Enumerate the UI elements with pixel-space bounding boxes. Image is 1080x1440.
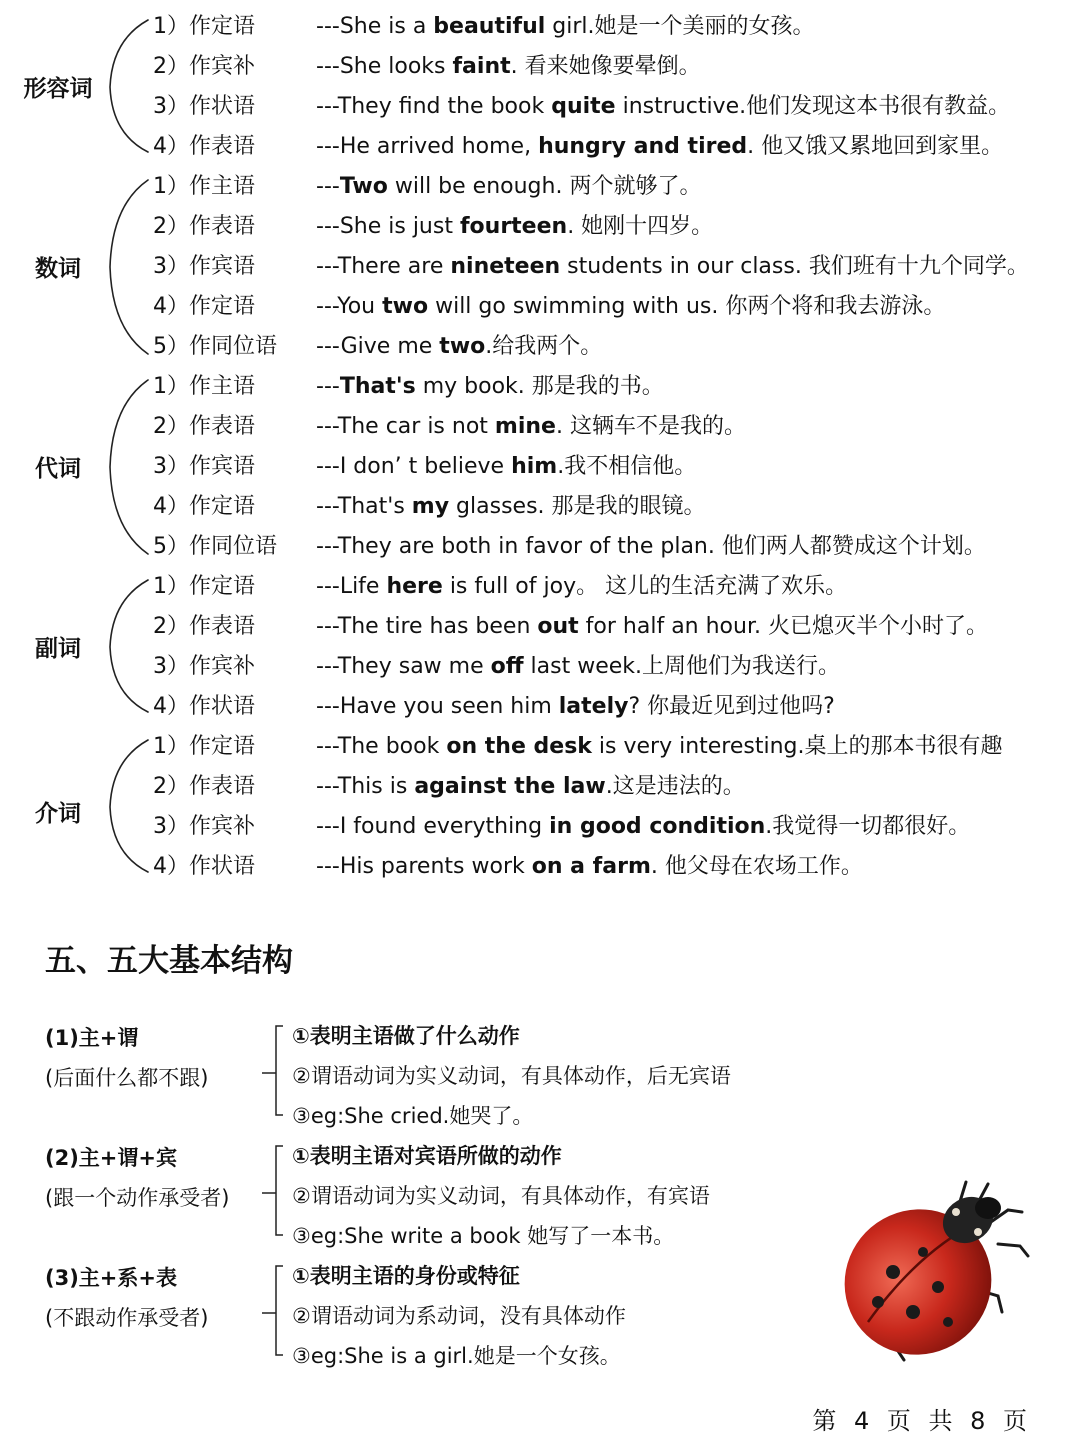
sentence-text: .我不相信他。 (557, 454, 697, 479)
role-label: 3）作宾补 (153, 654, 255, 679)
sentence-text: ---I don’ t believe (316, 454, 512, 479)
group-label: 介词 (35, 801, 81, 827)
emphasized-word: That's (339, 374, 416, 399)
sentence-text: . 她刚十四岁。 (567, 214, 714, 239)
emphasized-word: two (382, 294, 429, 319)
sentence-text: ---You (316, 294, 383, 319)
sentence-text: ---I found everything (316, 814, 550, 839)
sentence-text: ---He arrived home, (316, 134, 539, 159)
role-label: 4）作定语 (153, 294, 255, 319)
structure-point: ③eg:She write a book 她写了一本书。 (292, 1224, 675, 1248)
structure-title: (3)主+系+表 (45, 1266, 177, 1290)
emphasized-word: nineteen (450, 254, 561, 279)
sentence-text: last week.上周他们为我送行。 (523, 654, 841, 679)
sentence-text: ---She is a (316, 14, 434, 39)
sentence-text: ---The book (316, 734, 447, 759)
role-label: 3）作宾补 (153, 814, 255, 839)
example-sentence (316, 247, 1029, 287)
structure-point: ③eg:She is a girl.她是一个女孩。 (292, 1344, 621, 1368)
group-label: 形容词 (23, 76, 93, 102)
structure-point: ②谓语动词为系动词，没有具体动作 (292, 1304, 626, 1328)
example-sentence (316, 727, 1003, 767)
example-sentence (316, 127, 1003, 167)
sentence-text: ---The car is not (316, 414, 495, 439)
emphasized-word: him (511, 454, 558, 479)
sentence-text: . 这辆车不是我的。 (555, 414, 746, 439)
sentence-text: ---They find the book (316, 94, 552, 119)
sentence-text: --- (316, 174, 340, 199)
role-label: 1）作主语 (153, 174, 255, 199)
role-label: 4）作状语 (153, 854, 255, 879)
structure-point: ③eg:She cried.她哭了。 (292, 1104, 534, 1128)
emphasized-word: faint (452, 54, 511, 79)
example-sentence (316, 7, 815, 47)
sentence-text: .给我两个。 (485, 334, 603, 359)
structure-point: ①表明主语做了什么动作 (292, 1024, 520, 1048)
emphasized-word: out (537, 614, 579, 639)
emphasized-word: beautiful (433, 14, 546, 39)
sentence-text: --- (316, 374, 340, 399)
sentence-text: ---Have you seen him (316, 694, 559, 719)
example-sentence (316, 487, 706, 527)
structure-title: (2)主+谓+宾 (45, 1146, 177, 1170)
role-label: 2）作表语 (153, 414, 255, 439)
example-sentence (316, 167, 701, 207)
group-label: 副词 (35, 636, 81, 662)
sentence-text: glasses. 那是我的眼镜。 (449, 494, 706, 519)
example-sentence (316, 407, 746, 447)
sentence-text: my book. 那是我的书。 (415, 374, 664, 399)
sentence-text: instructive.他们发现这本书很有教益。 (615, 94, 1011, 119)
role-label: 4）作状语 (153, 694, 255, 719)
role-label: 4）作定语 (153, 494, 255, 519)
sentence-text: ---They are both in favor of the plan. 他们两人都赞成这个计划。 (316, 534, 986, 559)
sentence-text: for half an hour. 火已熄灭半个小时了。 (578, 614, 988, 639)
emphasized-word: my (411, 494, 450, 519)
example-sentence (316, 767, 745, 807)
role-label: 3）作宾语 (153, 254, 255, 279)
role-label: 1）作定语 (153, 14, 255, 39)
role-label: 5）作同位语 (153, 534, 277, 559)
sentence-text: ---This is (316, 774, 415, 799)
example-sentence (316, 807, 970, 847)
example-sentence (316, 447, 696, 487)
structure-point: ②谓语动词为实义动词，有具体动作，后无宾语 (292, 1064, 731, 1088)
emphasized-word: fourteen (459, 214, 568, 239)
example-sentence (316, 87, 1010, 127)
structure-point: ②谓语动词为实义动词，有具体动作，有宾语 (292, 1184, 710, 1208)
sentence-text: . 看来她像要晕倒。 (510, 54, 701, 79)
role-label: 2）作表语 (153, 774, 255, 799)
emphasized-word: on the desk (446, 734, 592, 759)
structure-point: ①表明主语对宾语所做的动作 (292, 1144, 562, 1168)
example-sentence (316, 327, 602, 367)
role-label: 1）作主语 (153, 374, 255, 399)
structure-point: ①表明主语的身份或特征 (292, 1264, 520, 1288)
sentence-text: .我觉得一切都很好。 (765, 814, 971, 839)
sentence-text: will go swimming with us. 你两个将和我去游泳。 (428, 294, 946, 319)
example-sentence (316, 647, 840, 687)
sentence-text: ---Life (316, 574, 387, 599)
emphasized-word: mine (494, 414, 556, 439)
role-label: 2）作表语 (153, 614, 255, 639)
role-label: 2）作宾补 (153, 54, 255, 79)
example-sentence (316, 607, 988, 647)
emphasized-word: against the law (414, 774, 606, 799)
section-title: 五、五大基本结构 (45, 943, 293, 979)
role-label: 3）作宾语 (153, 454, 255, 479)
structure-subtitle: (后面什么都不跟) (45, 1066, 209, 1090)
example-sentence (316, 687, 835, 727)
page-number: 第 4 页 共 8 页 (812, 1407, 1032, 1435)
sentence-text: is full of joy。 这儿的生活充满了欢乐。 (442, 574, 848, 599)
emphasized-word: off (490, 654, 524, 679)
sentence-text: girl.她是一个美丽的女孩。 (545, 14, 815, 39)
example-sentence (316, 47, 701, 87)
group-label: 代词 (35, 456, 81, 482)
ladybug-icon (838, 1172, 1038, 1372)
sentence-text: will be enough. 两个就够了。 (387, 174, 702, 199)
structure-title: (1)主+谓 (45, 1026, 139, 1050)
emphasized-word: on a farm (531, 854, 651, 879)
emphasized-word: hungry and tired (538, 134, 748, 159)
example-sentence (316, 287, 945, 327)
sentence-text: ---Give me (316, 334, 440, 359)
emphasized-word: in good condition (549, 814, 766, 839)
sentence-text: .这是违法的。 (605, 774, 745, 799)
example-sentence (316, 847, 863, 887)
role-label: 1）作定语 (153, 574, 255, 599)
role-label: 1）作定语 (153, 734, 255, 759)
emphasized-word: quite (551, 94, 616, 119)
example-sentence (316, 367, 664, 407)
sentence-text: . 他又饿又累地回到家里。 (747, 134, 1004, 159)
sentence-text: students in our class. 我们班有十九个同学。 (560, 254, 1029, 279)
example-sentence (316, 207, 713, 247)
sentence-text: ? 你最近见到过他吗? (628, 694, 835, 719)
role-label: 2）作表语 (153, 214, 255, 239)
emphasized-word: lately (558, 694, 629, 719)
emphasized-word: Two (339, 174, 388, 199)
sentence-text: ---There are (316, 254, 451, 279)
role-label: 5）作同位语 (153, 334, 277, 359)
sentence-text: . 他父母在农场工作。 (650, 854, 863, 879)
example-sentence (316, 567, 847, 607)
sentence-text: ---They saw me (316, 654, 491, 679)
role-label: 4）作表语 (153, 134, 255, 159)
sentence-text: ---His parents work (316, 854, 532, 879)
example-sentence (316, 527, 986, 567)
sentence-text: ---She is just (316, 214, 460, 239)
group-label: 数词 (35, 256, 81, 282)
emphasized-word: two (439, 334, 486, 359)
emphasized-word: here (386, 574, 443, 599)
sentence-text: is very interesting.桌上的那本书很有趣 (591, 734, 1003, 759)
structure-subtitle: (不跟动作承受者) (45, 1306, 209, 1330)
role-label: 3）作状语 (153, 94, 255, 119)
sentence-text: ---The tire has been (316, 614, 538, 639)
sentence-text: ---That's (316, 494, 412, 519)
sentence-text: ---She looks (316, 54, 453, 79)
structure-subtitle: (跟一个动作承受者) (45, 1186, 230, 1210)
